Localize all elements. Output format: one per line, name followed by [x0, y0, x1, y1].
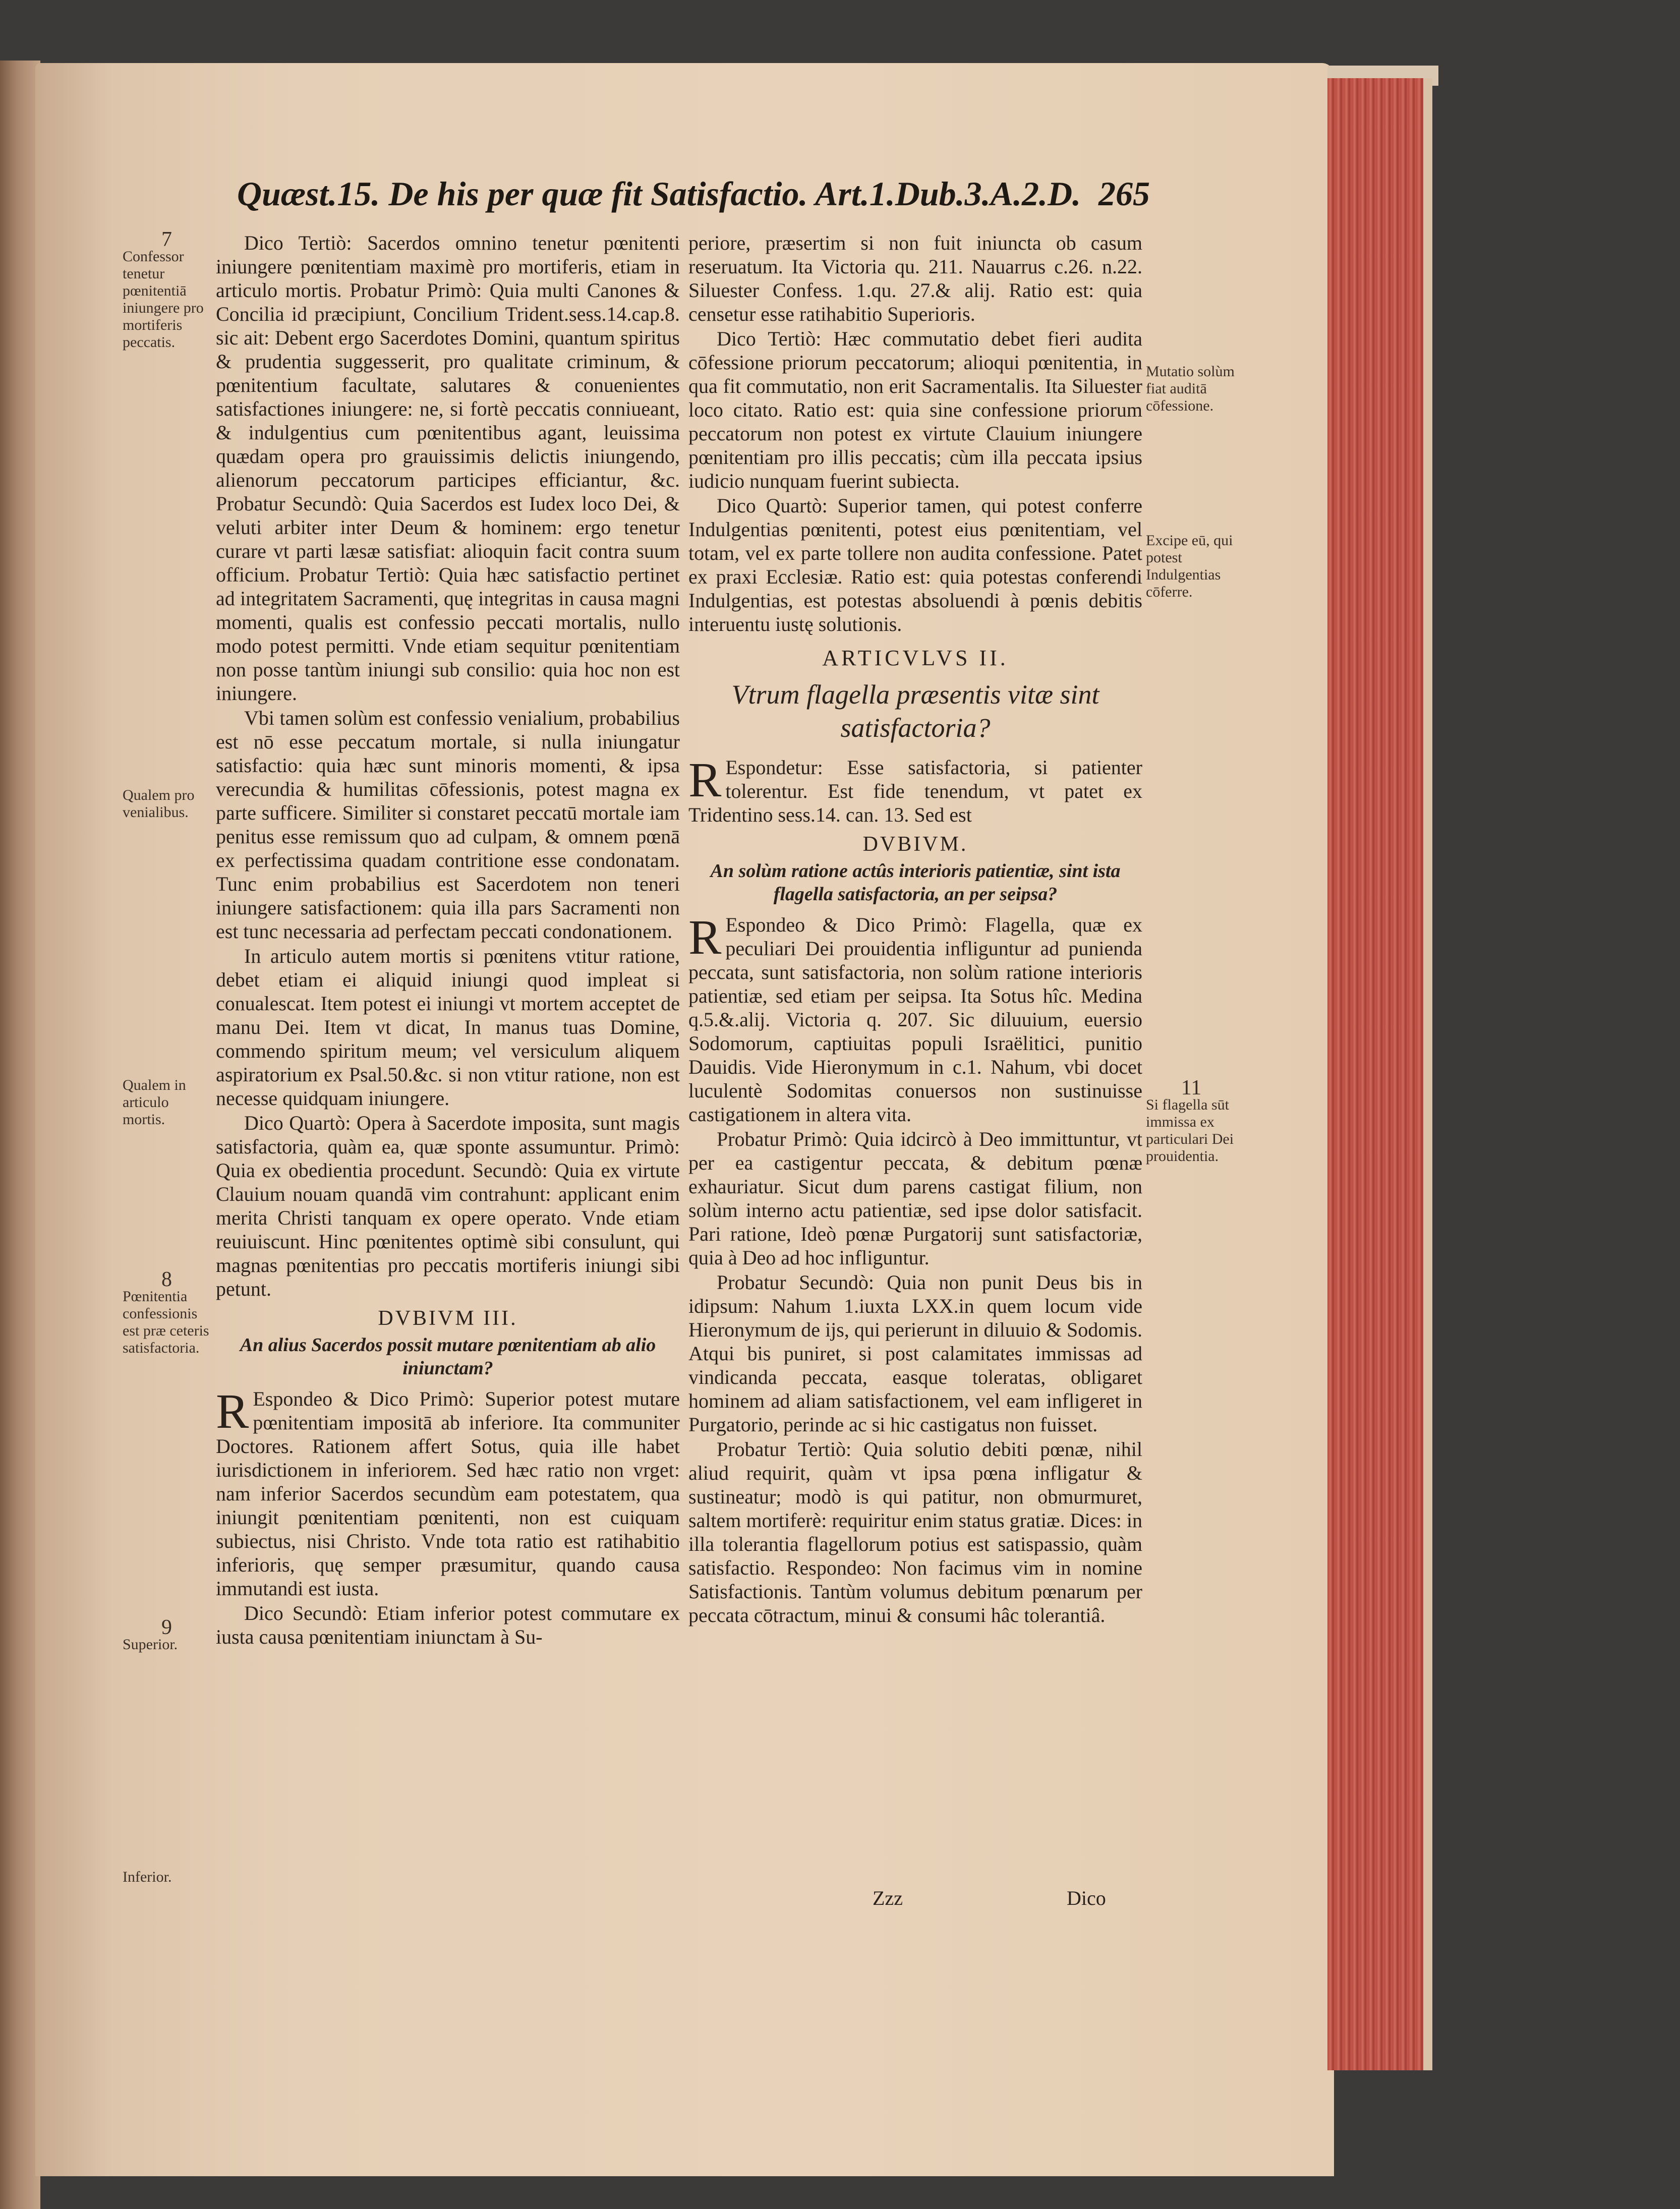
paragraph: Dico Quartò: Superior tamen, qui potest conferre Indulgentias pœnitenti, potest eius pœnitentiam, vel totam, vel ex parte tollere non audita confessione. Patet ex praxi Ecclesiæ. Ratio est: quia potestas conferendi Indulgentias, est potestas absoluendi à pœnis debitis interuentu iustę solutionis.: [688, 494, 1142, 635]
paragraph: R Espondetur: Esse satisfactoria, si patienter tolerentur. Est fide tenendum, vt patet ex Tridentino sess.14. can. 13. Sed est: [688, 753, 1142, 826]
paragraph: Dico Tertiò: Hæc commutatio debet fieri audita cōfessione priorum peccatorum; alioqui pœnitentia, in qua fit commutatio, non erit Sacramentalis. Ita Siluester loco citato. Ratio est: quia sine confessione priorum peccatorum non potest ex virtute Clauium iniungere pœnitentiam pro illis peccatis; cùm illa peccata ipsius iudicio nunquam fuerint subiecta.: [688, 327, 1142, 492]
articulus-heading: ARTICVLVS II.: [822, 646, 1009, 670]
running-title: Quæst.15. De his per quæ fit Satisfactio. Art.1.Dub.3.A.2.D.: [237, 175, 1081, 213]
margin-note-8: 8 Pœnitentia confessionis est præ ceteris satisfactoria.: [123, 1268, 209, 1356]
margin-note-9: 9 Superior.: [123, 1616, 178, 1653]
dubium-heading: DVBIVM.: [862, 833, 968, 856]
margin-note-inferior: Inferior.: [123, 1869, 172, 1885]
paragraph: Probatur Secundò: Quia non punit Deus bis in idipsum: Nahum 1.iuxta LXX.in quem locum vide Hieronymum de ijs, qui perierunt in diluuio & Sodomis. Atqui bis puniret, si post calamitates immissas ad vindicanda peccata, easque toleratas, obligaret hominem ad aliam satisfactionem, vel eam infligeret in Purgatorio, perinde ac si hic castigatus non fuisset.: [688, 1271, 1142, 1436]
paragraph: Vbi tamen solùm est confessio venialium, probabilius est nō esse peccatum mortale, si nulla iniungatur satisfactio: quia hæc sunt minoris momenti, & ipsa verecundia & humilitas cōfessionis, potest magna ex parte sufficere. Similiter si constaret peccatū mortale iam penitus esse remissum quo ad culpam, & omnem pœnā ex perfectissima quadam contritione esse condonatam. Tunc enim probabilius est Sacerdotem non teneri iniungere satisfactionem: quia illa pars Sacramenti non est tunc necessaria ad perfectam peccati condonationem.: [216, 707, 680, 943]
paragraph: Probatur Tertiò: Quia solutio debiti pœnæ, nihil aliud requirit, quàm vt ipsa pœna infligatur & sustineatur; modò is qui patitur, non obmurmuret, saltem mortiferè: requiritur enim status gratiæ. Dices: in illa tolerantia flagellorum potius est satispassio, quàm satisfactio. Respondeo: Non facimus vim in nomine Satisfactionis. Tantùm volumus debitum pœnarum per peccata cōtractum, minui & consumi hâc tolerantiâ.: [688, 1438, 1142, 1626]
margin-note-venial: Qualem pro venialibus.: [123, 787, 195, 821]
dubium-question: An alius Sacerdos possit mutare pœnitentiam ab alio iniunctam?: [240, 1334, 656, 1379]
dubium-question: An solùm ratione actûs interioris patientiæ, sint ista flagella satisfactoria, an per seipsa?: [710, 860, 1121, 905]
paragraph: R Espondeo & Dico Primò: Superior potest mutare pœnitentiam impositā ab inferiore. Ita communiter Doctores. Rationem affert Sotus, quia ille habet iurisdictionem in inferiorem. Sed hæc ratio non vrget: nam inferior Sacerdos secundùm eam potestatem, qua iniungit pœnitentiam pœnitenti, non est cuiquam subiectus, nisi Christo. Vnde tota ratio est ratihabitio inferioris, quę semper præsumitur, quando causa immutandi est iusta.: [216, 1384, 680, 1600]
red-fore-edge: [1327, 78, 1432, 2070]
drop-cap: R: [216, 1384, 249, 1439]
paragraph: Probatur Primò: Quia idcircò à Deo immittuntur, vt per ea castigentur peccata, & debitum pœnæ exhauriatur. Sicut dum parens castigat filium, non solùm interno actu patientiæ, sed ipse dolor satisfacit. Pari ratione, Ideò pœnæ Purgatorij sunt satisfactoriæ, quia à Deo ad hoc infliguntur.: [688, 1128, 1142, 1269]
left-page-edge: [0, 61, 40, 2209]
running-header: [237, 174, 1150, 227]
signature-mark: Zzz: [873, 1887, 903, 1909]
margin-note-articulo-mortis: Qualem in articulo mortis.: [123, 1077, 186, 1128]
drop-cap: R: [688, 753, 722, 807]
paragraph: periore, præsertim si non fuit iniuncta ob casum reseruatum. Ita Victoria qu. 211. Nauarrus c.26. n.22. Siluester Confess. 1.qu. 27.& alij. Ratio est: quia censetur esse ratihabitio Superioris.: [688, 231, 1142, 325]
margin-note-11: 11 Si flagella sūt immissa ex particulari Dei prouidentia.: [1146, 1076, 1234, 1165]
margin-note-mutatio: Mutatio solùm fiat auditā cōfessione.: [1146, 363, 1235, 414]
dubium-heading: DVBIVM III.: [378, 1307, 518, 1330]
paragraph: Dico Quartò: Opera à Sacerdote imposita, sunt magis satisfactoria, quàm ea, quæ sponte assumuntur. Primò: Quia ex obedientia procedunt. Secundò: Quia ex virtute Clauium nouam quandā vim contrahunt: applicant enim merita Christi tanquam ex opere operato. Vnde etiam reuiuiscunt. Hinc pœnitentes optimè sibi consulunt, qui magnas pœnitentias pro peccatis mortiferis iniungi sibi petunt.: [216, 1112, 680, 1300]
left-column: [216, 231, 680, 1650]
drop-cap: R: [688, 910, 722, 965]
margin-note-excipe: Excipe eū, qui potest Indulgentias cōferre.: [1146, 532, 1233, 600]
paragraph: In articulo autem mortis si pœnitens vtitur ratione, debet etiam ei aliquid iniungi quod impleat si conualescat. Item potest ei iniungi vt mortem acceptet de manu Dei. Item vt dicat, In manus tuas Domine, commendo spiritum meum; vel versiculum aliquem aspiratorium ex Psal.50.&c. si non vtitur ratione, non est necesse quidquam iniungere.: [216, 945, 680, 1110]
paragraph: R Espondeo & Dico Primò: Flagella, quæ ex peculiari Dei prouidentia infliguntur ad punienda peccata, sunt satisfactoria, non solùm ratione interioris patientiæ, sed etiam per seipsa. Ita Sotus hîc. Medina q.5.&.alij. Victoria q. 207. Sic diluuium, euersio Sodomorum, captiuitas populi Israëlitici, punitio Dauidis. Vide Hieronymum in c.1. Nahum, vbi docet luculentè Sodomitas conuersos non sustinuisse castigationem in altera vita.: [688, 910, 1142, 1126]
page-number: 265: [1098, 175, 1150, 213]
right-column: [688, 231, 1142, 1628]
paragraph: Dico Secundò: Etiam inferior potest commutare ex iusta causa pœnitentiam iniunctam à Su-: [216, 1602, 680, 1648]
articulus-title: Vtrum flagella præsentis vitæ sint satisfactoria?: [731, 679, 1099, 743]
paragraph: Dico Tertiò: Sacerdos omnino tenetur pœnitenti iniungere pœnitentiam maximè pro mortiferis, etiam in articulo mortis. Probatur Primò: Quia multi Canones & Concilia id præcipiunt, Concilium Trident.sess.14.cap.8. sic ait: Debent ergo Sacerdotes Domini, quantum spiritus & prudentia suggesserit, pro qualitate criminum, & pœnitentium facultate, salutares & conuenientes satisfactiones iniungere: ne, si fortè peccatis conniueant, & indulgentius cum pœnitentibus agant, leuissima quædam opera pro grauissimis delictis iniungendo, alienorum peccatorum participes efficiantur, &c. Probatur Secundò: Quia Sacerdos est Iudex loco Dei, & veluti arbiter inter Deum & hominem: ergo tenetur curare vt parti læsæ satisfiat: alioquin facit contra suum officium. Probatur Tertiò: Quia hæc satisfactio pertinet ad integritatem Sacramenti, quę integritas in causa magni momenti, qualis est confessio peccati mortalis, nullo modo potest permitti. Vnde etiam sequitur pœnitentiam non posse tantùm iniungi sub consilio: quia hoc non est iniungere.: [216, 231, 680, 705]
margin-note-7: 7 Confessor tenetur pœnitentiā iniungere pro mortiferis peccatis.: [123, 228, 204, 351]
catchword: Dico: [1067, 1887, 1106, 1909]
